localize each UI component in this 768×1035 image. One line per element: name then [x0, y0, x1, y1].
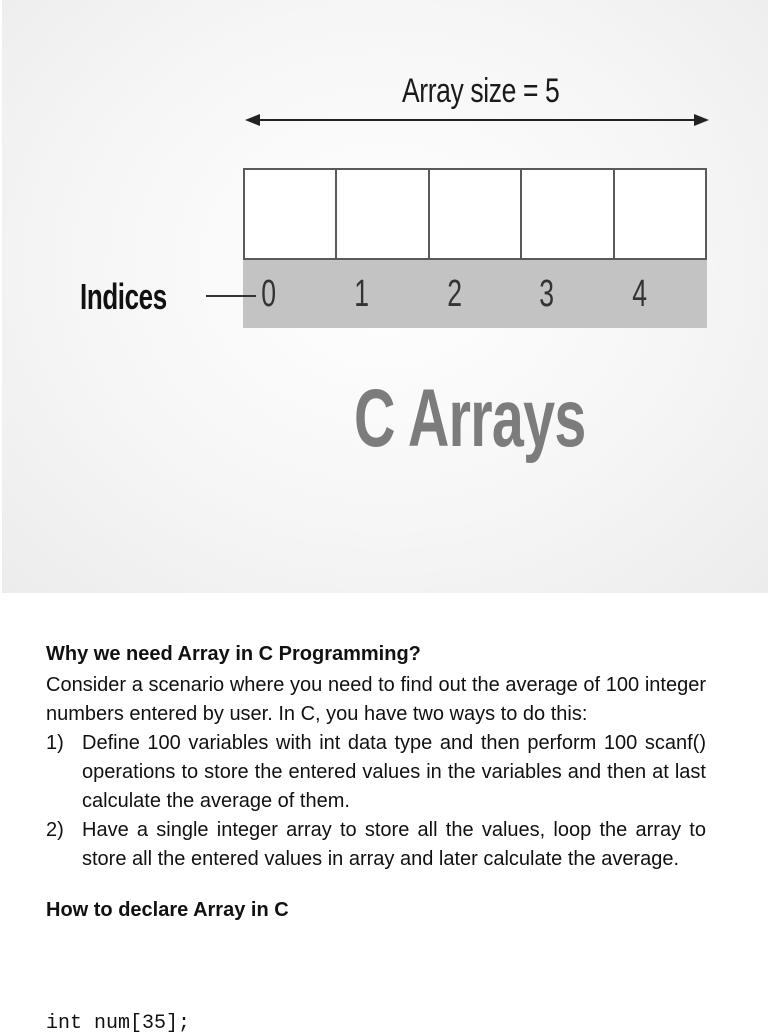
- indices-label: Indices: [80, 276, 167, 317]
- code-fragment: int num[35];: [46, 1012, 191, 1035]
- indices-pointer-line: [206, 295, 256, 297]
- array-diagram: [2, 0, 768, 593]
- list-item: [46, 729, 706, 816]
- array-cell: [615, 170, 705, 258]
- article-body: [46, 640, 706, 925]
- ways-list: [46, 729, 706, 874]
- index-3: 3: [539, 272, 555, 315]
- section-heading-why: Why we need Array in C Programming?: [46, 643, 421, 665]
- list-item: [46, 816, 706, 874]
- array-cell: [245, 170, 337, 258]
- array-cell: [522, 170, 614, 258]
- index-band: [243, 260, 707, 328]
- index-4: 4: [632, 272, 648, 315]
- index-1: 1: [353, 272, 369, 315]
- index-0: 0: [261, 272, 276, 315]
- array-cell: [430, 170, 522, 258]
- intro-paragraph: Consider a scenario where you need to find out the average of 100 integer numbers entered by user. In C, you have two ways to do this:: [46, 674, 706, 725]
- figure-title: C Arrays: [354, 373, 586, 464]
- list-number: 2): [46, 819, 64, 841]
- list-text: Define 100 variables with int data type and then perform 100 scanf() operations to store the entered values in the variables and then at last calculate the average of them.: [82, 732, 706, 812]
- index-2: 2: [446, 272, 462, 315]
- array-size-label: Array size = 5: [402, 72, 560, 110]
- array-cells: [243, 168, 707, 260]
- array-cell: [337, 170, 429, 258]
- list-number: 1): [46, 732, 64, 754]
- section-heading-declare: How to declare Array in C: [46, 899, 289, 921]
- list-text: Have a single integer array to store all the values, loop the array to store all the entered values in array and later calculate the average.: [82, 819, 706, 870]
